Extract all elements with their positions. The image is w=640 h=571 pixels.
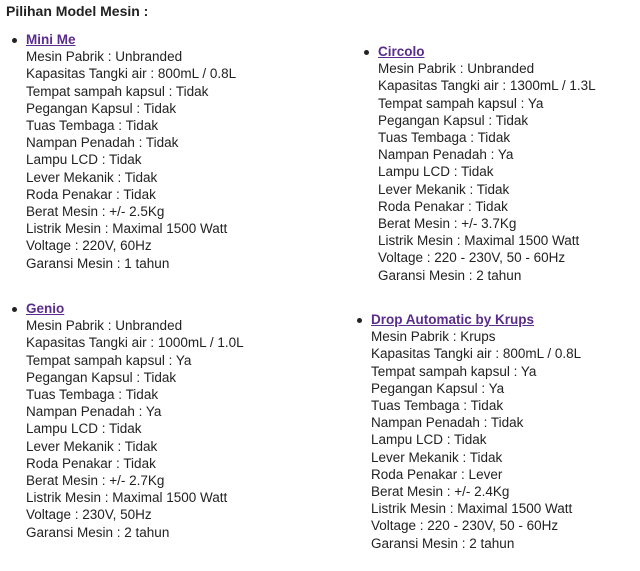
spec-line: Garansi Mesin : 2 tahun xyxy=(26,524,170,540)
model-title-row xyxy=(371,311,581,328)
spec-list xyxy=(26,317,244,541)
spec-line: Garansi Mesin : 2 tahun xyxy=(371,535,515,551)
spec-line: Mesin Pabrik : Krups xyxy=(371,329,496,345)
spec-line: Listrik Mesin : Maximal 1500 Watt xyxy=(26,221,228,237)
bullet-icon xyxy=(357,318,362,323)
spec-line: Kapasitas Tangki air : 800mL / 0.8L xyxy=(26,66,237,82)
model-link-genio[interactable]: Genio xyxy=(26,301,65,316)
spec-line: Berat Mesin : +/- 2.4Kg xyxy=(371,484,510,500)
spec-line: Mesin Pabrik : Unbranded xyxy=(26,318,183,334)
model-link-circolo[interactable]: Circolo xyxy=(378,44,425,59)
bullet-icon xyxy=(12,307,17,312)
spec-line: Berat Mesin : +/- 3.7Kg xyxy=(378,216,517,232)
spec-line: Kapasitas Tangki air : 800mL / 0.8L xyxy=(371,346,582,362)
model-block-circolo xyxy=(378,43,596,284)
spec-line: Listrik Mesin : Maximal 1500 Watt xyxy=(371,501,573,517)
spec-line: Lever Mekanik : Tidak xyxy=(371,449,503,465)
spec-list xyxy=(378,60,596,284)
spec-line: Kapasitas Tangki air : 1300mL / 1.3L xyxy=(378,78,596,94)
bullet-icon xyxy=(12,38,17,43)
spec-line: Pegangan Kapsul : Tidak xyxy=(378,112,529,128)
spec-line: Pegangan Kapsul : Ya xyxy=(371,380,505,396)
spec-line: Lever Mekanik : Tidak xyxy=(26,169,158,185)
spec-line: Listrik Mesin : Maximal 1500 Watt xyxy=(378,233,580,249)
spec-line: Tempat sampah kapsul : Ya xyxy=(26,352,192,368)
spec-line: Garansi Mesin : 2 tahun xyxy=(378,267,522,283)
spec-line: Tempat sampah kapsul : Ya xyxy=(378,95,544,111)
spec-line: Roda Penakar : Tidak xyxy=(378,198,508,214)
spec-line: Nampan Penadah : Ya xyxy=(26,404,162,420)
spec-line: Lever Mekanik : Tidak xyxy=(378,181,510,197)
spec-line: Tempat sampah kapsul : Tidak xyxy=(26,83,209,99)
model-title-row xyxy=(378,43,596,60)
spec-line: Lever Mekanik : Tidak xyxy=(26,438,158,454)
spec-line: Kapasitas Tangki air : 1000mL / 1.0L xyxy=(26,335,244,351)
spec-line: Garansi Mesin : 1 tahun xyxy=(26,255,170,271)
spec-line: Lampu LCD : Tidak xyxy=(26,152,142,168)
model-link-mini-me[interactable]: Mini Me xyxy=(26,32,76,47)
spec-line: Voltage : 230V, 50Hz xyxy=(26,507,152,523)
spec-line: Nampan Penadah : Tidak xyxy=(26,135,179,151)
spec-line: Berat Mesin : +/- 2.7Kg xyxy=(26,473,165,489)
bullet-icon xyxy=(364,50,369,55)
model-block-genio xyxy=(26,300,244,541)
spec-line: Tempat sampah kapsul : Ya xyxy=(371,363,537,379)
spec-line: Lampu LCD : Tidak xyxy=(26,421,142,437)
spec-line: Roda Penakar : Tidak xyxy=(26,455,156,471)
spec-list xyxy=(371,328,581,552)
spec-line: Lampu LCD : Tidak xyxy=(378,164,494,180)
spec-line: Tuas Tembaga : Tidak xyxy=(371,398,504,414)
spec-line: Voltage : 220 - 230V, 50 - 60Hz xyxy=(378,250,566,266)
spec-line: Mesin Pabrik : Unbranded xyxy=(26,49,183,65)
model-block-drop-automatic xyxy=(371,311,581,552)
spec-line: Voltage : 220V, 60Hz xyxy=(26,238,152,254)
spec-line: Pegangan Kapsul : Tidak xyxy=(26,100,177,116)
spec-line: Tuas Tembaga : Tidak xyxy=(26,387,159,403)
spec-line: Roda Penakar : Lever xyxy=(371,466,503,482)
spec-line: Pegangan Kapsul : Tidak xyxy=(26,369,177,385)
page-heading: Pilihan Model Mesin : xyxy=(6,3,149,19)
spec-line: Listrik Mesin : Maximal 1500 Watt xyxy=(26,490,228,506)
model-block-mini-me xyxy=(26,31,236,272)
model-title-row xyxy=(26,31,236,48)
spec-line: Tuas Tembaga : Tidak xyxy=(378,130,511,146)
spec-line: Nampan Penadah : Ya xyxy=(378,147,514,163)
spec-line: Berat Mesin : +/- 2.5Kg xyxy=(26,204,165,220)
spec-line: Nampan Penadah : Tidak xyxy=(371,415,524,431)
spec-line: Mesin Pabrik : Unbranded xyxy=(378,61,535,77)
model-link-drop-automatic[interactable]: Drop Automatic by Krups xyxy=(371,312,535,327)
spec-line: Lampu LCD : Tidak xyxy=(371,432,487,448)
spec-line: Tuas Tembaga : Tidak xyxy=(26,118,159,134)
spec-list xyxy=(26,48,236,272)
spec-line: Voltage : 220 - 230V, 50 - 60Hz xyxy=(371,518,559,534)
model-title-row xyxy=(26,300,244,317)
spec-line: Roda Penakar : Tidak xyxy=(26,186,156,202)
